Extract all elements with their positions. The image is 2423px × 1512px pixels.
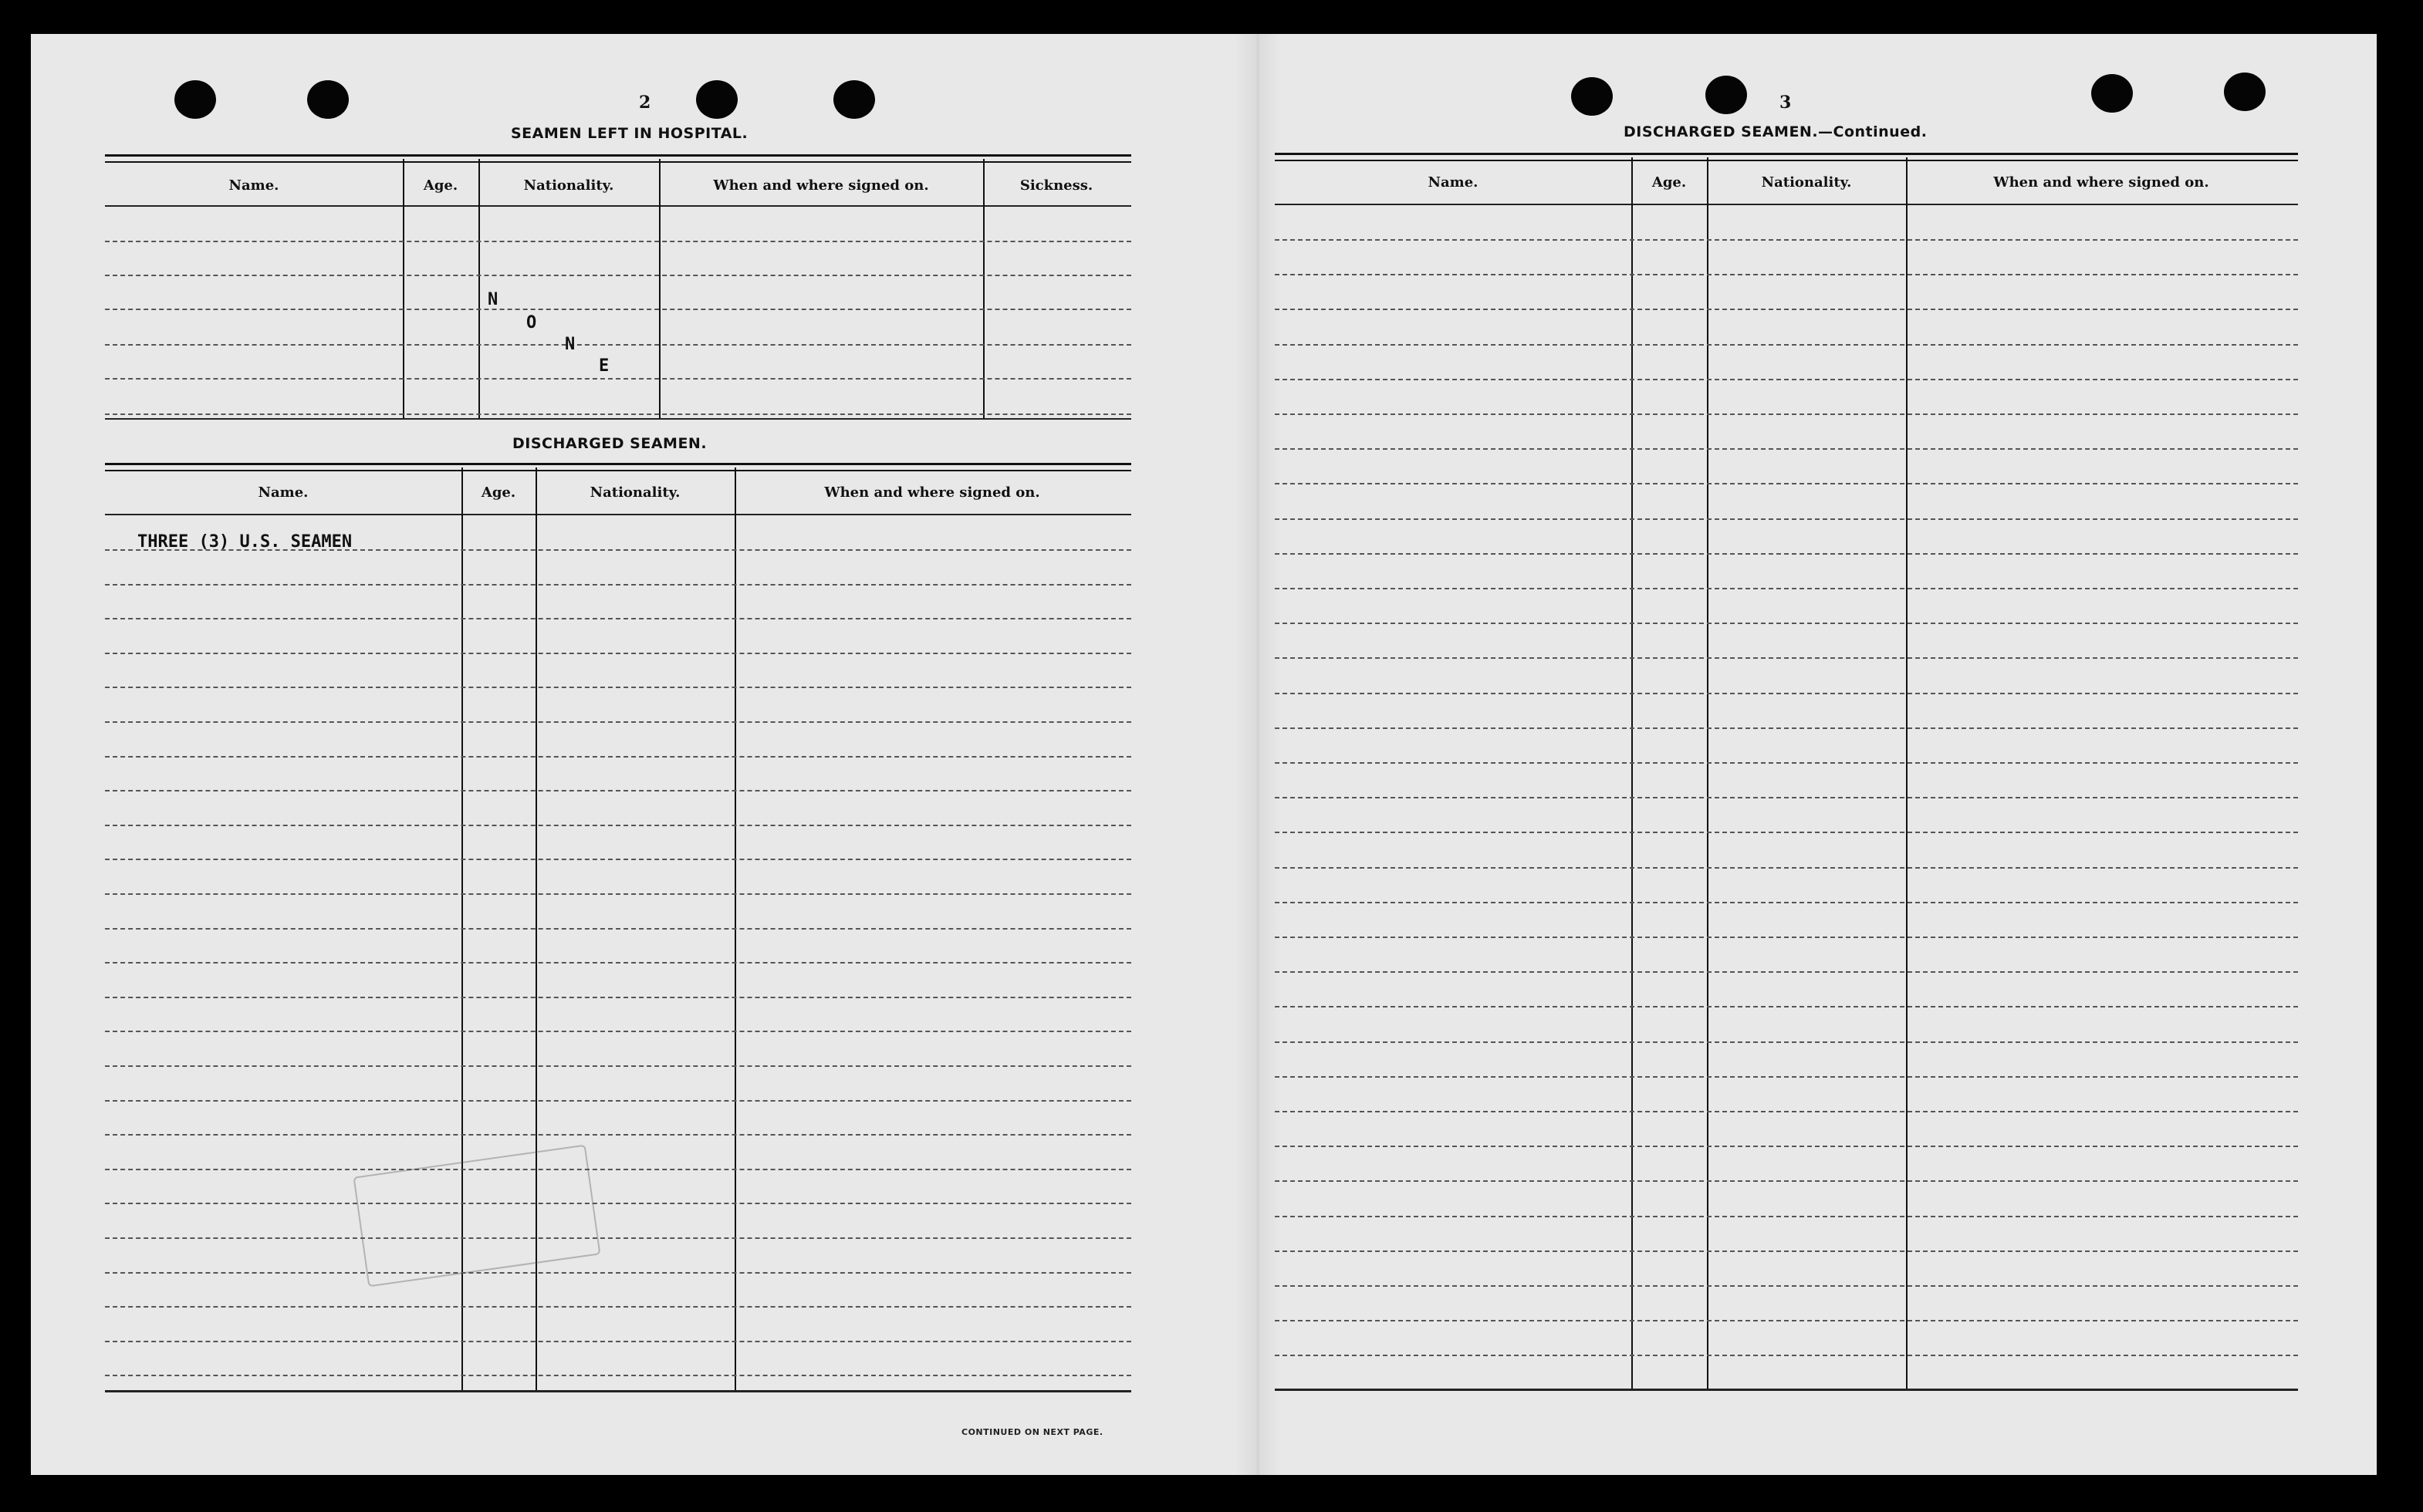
ruled-line	[1275, 762, 2298, 764]
column-header-nationality: Nationality.	[1761, 174, 1852, 191]
column-header-signed-on: When and where signed on.	[713, 177, 929, 194]
ruled-line	[1275, 1146, 2298, 1147]
none-letter: N	[488, 290, 498, 309]
ruled-line	[1275, 553, 2298, 555]
ruled-line	[105, 618, 1131, 619]
ruled-line	[1275, 832, 2298, 833]
ruled-line	[1275, 1355, 2298, 1356]
column-header-name: Name.	[228, 177, 279, 194]
ruled-line	[105, 1272, 1131, 1274]
punch-hole	[2091, 74, 2133, 113]
column-header-nationality: Nationality.	[590, 484, 681, 501]
punch-hole	[696, 80, 738, 119]
punch-hole	[2224, 73, 2266, 111]
ruled-line	[105, 1203, 1131, 1204]
ruled-line	[105, 859, 1131, 860]
discharged-section-title: DISCHARGED SEAMEN.	[512, 435, 708, 452]
punch-hole	[1705, 76, 1747, 114]
ruled-line	[1275, 344, 2298, 346]
page-number: 2	[639, 93, 651, 113]
ruled-line	[1275, 309, 2298, 310]
ruled-line	[105, 584, 1131, 586]
ruled-line	[105, 928, 1131, 930]
ruled-line	[105, 893, 1131, 895]
ruled-line	[1275, 797, 2298, 798]
ruled-line	[1275, 1006, 2298, 1007]
none-letter: N	[565, 335, 576, 354]
punch-hole	[174, 80, 216, 119]
ruled-line	[1275, 693, 2298, 694]
column-header-sickness: Sickness.	[1019, 177, 1093, 194]
ruled-line	[105, 1031, 1131, 1032]
ruled-line	[105, 1100, 1131, 1102]
ruled-line	[1275, 274, 2298, 275]
hospital-section-title: SEAMEN LEFT IN HOSPITAL.	[511, 125, 749, 142]
ruled-line	[1275, 518, 2298, 520]
discharged-continued-table	[1275, 153, 2298, 1433]
ruled-line	[1275, 1041, 2298, 1043]
column-header-nationality: Nationality.	[523, 177, 614, 194]
ruled-line	[1275, 448, 2298, 450]
page-number: 3	[1779, 93, 1792, 113]
ruled-line	[1275, 483, 2298, 484]
ruled-line	[1275, 902, 2298, 903]
ruled-line	[1275, 1285, 2298, 1287]
column-header-name: Name.	[1428, 174, 1478, 191]
ruled-line	[1275, 1216, 2298, 1217]
ruled-line	[1275, 867, 2298, 869]
discharged-table	[105, 463, 1131, 1435]
ruled-line	[105, 1341, 1131, 1342]
hospital-table	[105, 154, 1131, 463]
column-header-name: Name.	[258, 484, 309, 501]
ruled-line	[1275, 1111, 2298, 1112]
ruled-line	[1275, 1076, 2298, 1078]
discharged-continued-title: DISCHARGED SEAMEN.—Continued.	[1624, 123, 1928, 140]
column-header-signed-on: When and where signed on.	[1993, 174, 2209, 191]
ruled-line	[105, 962, 1131, 964]
ruled-line	[1275, 379, 2298, 380]
ruled-line	[105, 1169, 1131, 1170]
punch-hole	[833, 80, 875, 119]
ruled-line	[105, 997, 1131, 998]
ruled-line	[105, 653, 1131, 654]
ruled-line	[105, 687, 1131, 688]
ruled-line	[1275, 937, 2298, 938]
continued-note: CONTINUED ON NEXT PAGE.	[961, 1427, 1103, 1437]
none-letter: E	[599, 356, 610, 376]
column-header-age: Age.	[481, 484, 516, 501]
ruled-line	[105, 1134, 1131, 1136]
ruled-line	[105, 790, 1131, 791]
discharged-entry: THREE (3) U.S. SEAMEN	[137, 532, 353, 552]
ruled-line	[105, 1375, 1131, 1376]
ruled-line	[105, 1306, 1131, 1308]
ruled-line	[1275, 971, 2298, 973]
column-header-age: Age.	[423, 177, 458, 194]
ruled-line	[1275, 1180, 2298, 1182]
punch-hole	[307, 80, 349, 119]
none-letter: O	[526, 313, 537, 332]
ruled-line	[105, 1237, 1131, 1239]
center-fold	[1235, 34, 1281, 1475]
ruled-line	[1275, 413, 2298, 415]
ruled-line	[105, 721, 1131, 723]
punch-hole	[1571, 77, 1613, 116]
ruled-line	[105, 1065, 1131, 1067]
ruled-line	[1275, 588, 2298, 589]
ruled-line	[1275, 1320, 2298, 1321]
ruled-line	[1275, 1250, 2298, 1252]
ruled-line	[1275, 239, 2298, 241]
ruled-line	[1275, 623, 2298, 624]
ruled-line	[1275, 727, 2298, 729]
ruled-line	[105, 825, 1131, 826]
column-header-age: Age.	[1651, 174, 1687, 191]
column-header-signed-on: When and where signed on.	[824, 484, 1040, 501]
document-sheet	[31, 34, 2377, 1475]
ruled-line	[105, 756, 1131, 758]
ruled-line	[1275, 657, 2298, 659]
